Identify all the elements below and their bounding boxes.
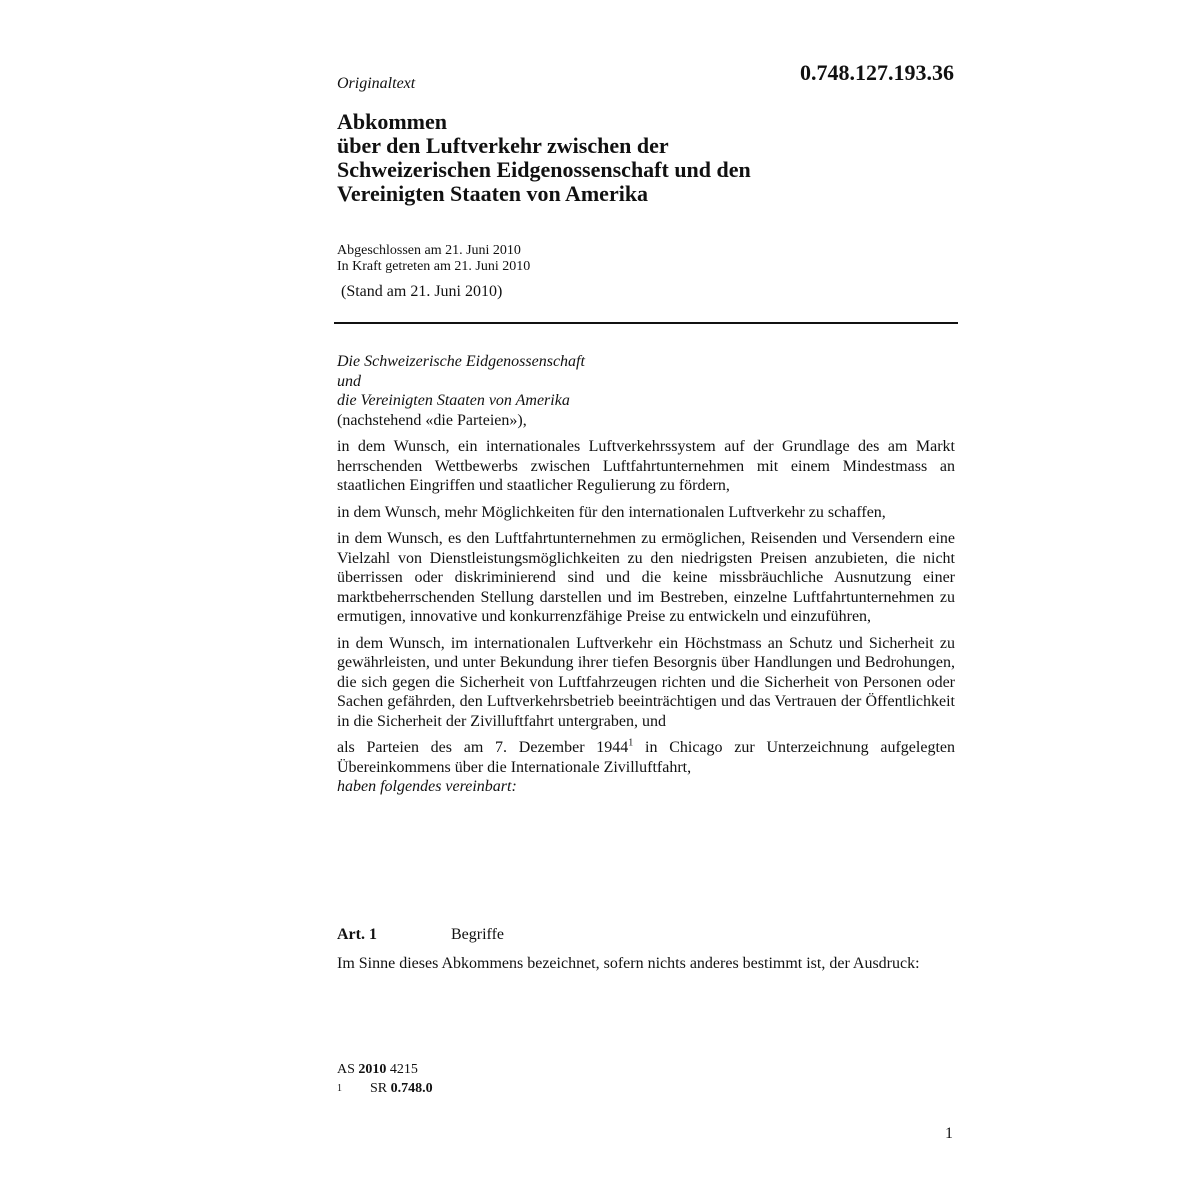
footnote-mark: 1 <box>337 1083 342 1094</box>
status-date: (Stand am 21. Juni 2010) <box>341 283 503 300</box>
sr-number: 0.748.127.193.36 <box>800 60 954 85</box>
article-1-heading <box>337 926 955 944</box>
as-reference <box>337 1060 433 1079</box>
paragraph-5-start: als Parteien des am 7. Dezember 1944 <box>337 739 629 756</box>
footnotes <box>337 1060 433 1098</box>
footnote-1 <box>337 1079 433 1098</box>
as-year: 2010 <box>358 1062 387 1077</box>
parties-block <box>337 352 955 430</box>
as-prefix: AS <box>337 1062 355 1077</box>
footnote-sr-ref: 0.748.0 <box>390 1081 433 1096</box>
date-block <box>337 243 530 275</box>
title-line-3: Schweizerischen Eidgenossenschaft und den <box>337 157 751 182</box>
preamble <box>337 352 955 797</box>
footnote-reference-1[interactable]: 1 <box>628 737 634 749</box>
agreed-clause: haben folgendes vereinbart: <box>337 778 517 795</box>
preamble-paragraph-1: in dem Wunsch, ein internationales Luftverkehrssystem auf der Grundlage des am Markt herrschenden Wettbewerbs zwischen Luftfahrtunternehmen mit einem Mindestmass an staatlichen Eingriffen und staatlicher Regulierung zu fördern, <box>337 438 955 494</box>
footnote-prefix: SR <box>370 1081 388 1096</box>
preamble-paragraph-2: in dem Wunsch, mehr Möglichkeiten für den internationalen Luftverkehr zu schaffen, <box>337 503 886 521</box>
preamble-paragraph-4: in dem Wunsch, im internationalen Luftverkehr ein Höchstmass an Schutz und Sicherheit zu gewährleisten, und unter Bekundung ihrer tiefen Besorgnis über Handlungen und Bedrohungen, die sich gegen die Sicherheit von Luftfahrzeugen richten und die Sicherheit von Personen oder Sachen gefährden, den Luftverkehrsbetrieb beeinträchtigen und das Vertrauen der Öffentlichkeit in die Sicherheit der Zivilluftfahrt untergraben, und <box>337 634 955 730</box>
title-line-2: über den Luftverkehr zwischen der <box>337 133 669 158</box>
page-number: 1 <box>945 1125 953 1142</box>
preamble-paragraph-5 <box>337 738 955 777</box>
article-number: Art. 1 <box>337 926 377 943</box>
party-and: und <box>337 372 361 390</box>
article-title: Begriffe <box>451 926 505 943</box>
preamble-paragraph-3: in dem Wunsch, es den Luftfahrtunternehmen zu ermöglichen, Reisenden und Versendern eine Vielzahl von Dienstleistungsmöglichkeiten zu den niedrigsten Preisen anzubieten, die nicht überrissen oder diskriminierend sind und die keine missbräuchliche Ausnutzung einer marktbeherrschenden Stellung darstellen und im Bestreben, einzelne Luftfahrtunternehmen zu ermutigen, innovative und konkurrenzfähige Preise zu entwickeln und einzuführen, <box>337 530 955 625</box>
title-line-1: Abkommen <box>337 109 448 134</box>
party-switzerland: Die Schweizerische Eidgenossenschaft <box>337 353 585 370</box>
header-divider <box>334 322 958 324</box>
party-usa: die Vereinigten Staaten von Amerika <box>337 392 570 409</box>
title-line-4: Vereinigten Staaten von Amerika <box>337 181 649 206</box>
concluded-date: Abgeschlossen am 21. Juni 2010 <box>337 243 521 258</box>
as-page: 4215 <box>389 1062 418 1077</box>
paragraph-5-end: in Chicago zur Unterzeichnung aufgelegten Übereinkommens über die Internationale Zivilluftfahrt, <box>337 739 956 776</box>
originaltext-label: Originaltext <box>337 75 416 92</box>
document-title <box>337 110 897 206</box>
article-1-text: Im Sinne dieses Abkommens bezeichnet, sofern nichts anderes bestimmt ist, der Ausdruck: <box>337 955 920 972</box>
parties-referred: (nachstehend «die Parteien»), <box>337 411 527 429</box>
in-force-date: In Kraft getreten am 21. Juni 2010 <box>337 259 531 274</box>
